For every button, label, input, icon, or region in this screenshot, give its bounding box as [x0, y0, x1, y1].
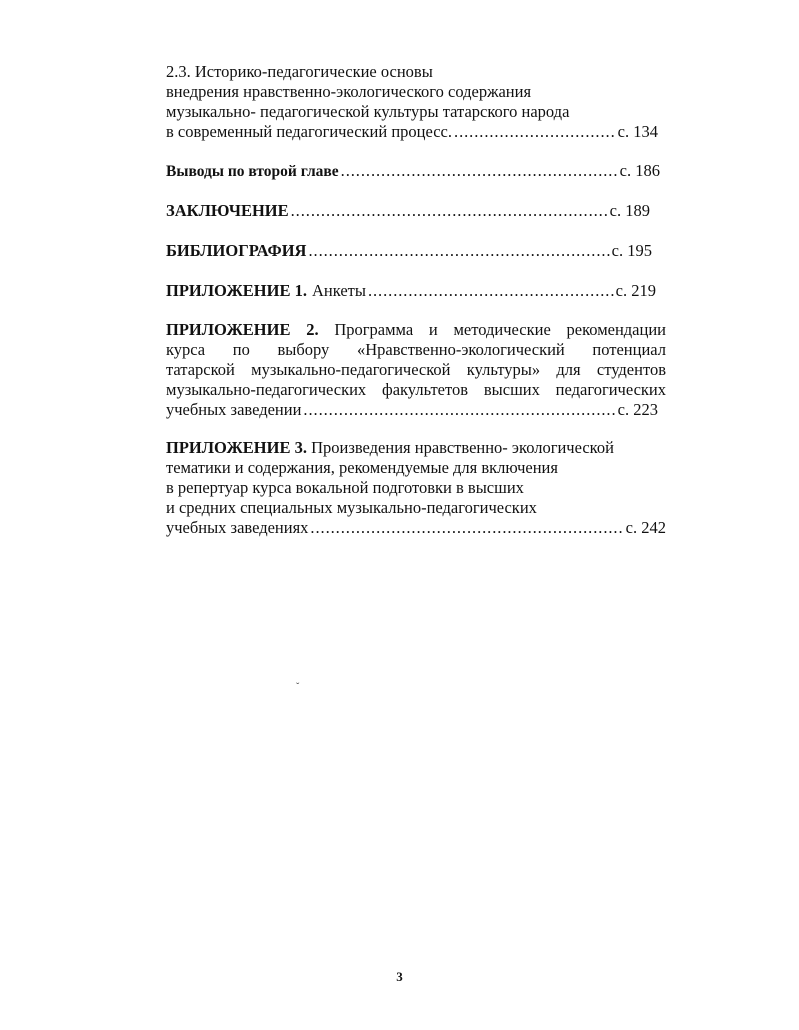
toc-entry-appendix-2-page: с. 223 [617, 400, 658, 419]
toc-entry-bibliography-title: БИБЛИОГРАФИЯ [166, 241, 307, 260]
page-number: 3 [396, 969, 403, 984]
toc-entry-appendix-3-title: ПРИЛОЖЕНИЕ 3. [166, 438, 307, 457]
leader-dots [303, 400, 615, 420]
toc-entry-final-title: ЗАКЛЮЧЕНИЕ [166, 201, 289, 220]
toc-entry-appendix-3 [166, 438, 666, 538]
toc-entry-appendix-1 [166, 281, 656, 301]
toc-entry-final-page: с. 189 [609, 201, 650, 220]
toc-entry-appendix-2-line5 [166, 400, 658, 420]
toc-entry-2-3-line2: внедрения нравственно-экологического содержания [166, 82, 532, 101]
toc-entry-appendix-3-line1 [166, 438, 666, 458]
toc-entry-final [166, 201, 650, 221]
toc-entry-appendix-3-text5: учебных заведениях [166, 518, 309, 537]
toc-entry-conclusions-title: Выводы по второй главе [166, 163, 339, 180]
toc-entry-2-3-line1: 2.3. Историко-педагогические основы [166, 62, 433, 81]
toc-entry-appendix-2-line1 [166, 320, 666, 340]
leader-dots [291, 201, 608, 221]
leader-dots [368, 281, 614, 301]
toc-entry-appendix-2 [166, 320, 666, 420]
toc-entry-appendix-1-title: ПРИЛОЖЕНИЕ 1. [166, 281, 307, 300]
leader-dots [310, 518, 623, 538]
toc-entry-appendix-2-title: ПРИЛОЖЕНИЕ 2. [166, 320, 319, 339]
toc-entry-appendix-3-text1: Произведения нравственно- экологической [311, 438, 614, 457]
toc-entry-appendix-1-desc: Анкеты [311, 281, 366, 300]
toc-entry-appendix-3-line2: тематики и содержания, рекомендуемые для включения [166, 458, 558, 477]
toc-entry-2-3-line3: музыкально- педагогической культуры татарского народа [166, 102, 570, 121]
toc-entry-conclusions [166, 161, 660, 182]
toc-entry-appendix-3-line3: в репертуар курса вокальной подготовки в высших [166, 478, 524, 497]
toc-entry-bibliography-page: с. 195 [611, 241, 652, 260]
toc-entry-appendix-2-line3: татарской музыкально-педагогической культуры» для студентов [166, 360, 666, 379]
scan-speck: ˇ [296, 682, 300, 693]
leader-dots [341, 161, 618, 181]
toc-entry-2-3-text: в современный педагогический процесс. [166, 122, 453, 141]
toc-entry-appendix-1-page: с. 219 [615, 281, 656, 300]
toc-entry-appendix-2-text5: учебных заведении [166, 400, 302, 419]
toc-entry-2-3 [166, 62, 658, 142]
toc-entry-conclusions-page: с. 186 [619, 161, 660, 180]
toc-entry-appendix-3-page: с. 242 [625, 518, 666, 537]
toc-entry-2-3-page: с. 134 [617, 122, 658, 141]
toc-entry-appendix-2-line2: курса по выбору «Нравственно-экологический потенциал [166, 340, 666, 359]
toc-entry-bibliography [166, 241, 652, 261]
toc-entry-appendix-2-line4: музыкально-педагогических факультетов высших педагогических [166, 380, 666, 399]
toc-entry-appendix-3-line4: и средних специальных музыкально-педагогических [166, 498, 537, 517]
toc-entry-appendix-2-text1: Программа и методические рекомендации [334, 320, 666, 339]
leader-dots [308, 241, 609, 261]
leader-dots [454, 122, 616, 142]
toc-entry-appendix-3-line5 [166, 518, 666, 538]
toc-entry-2-3-line4 [166, 122, 658, 142]
